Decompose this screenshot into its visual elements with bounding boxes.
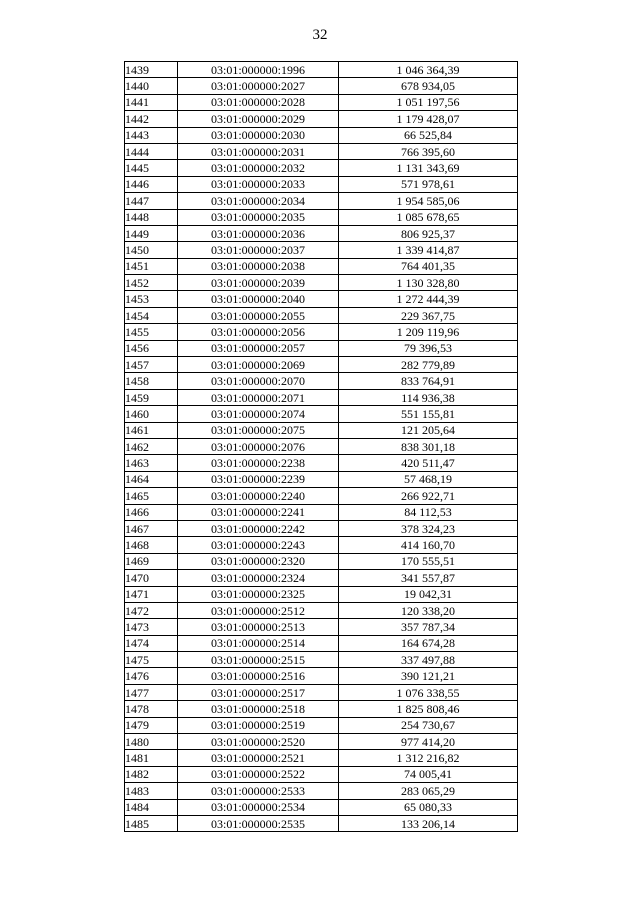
value-cell: 1 051 197,56 <box>339 94 518 110</box>
cadastral-number-cell: 03:01:000000:2075 <box>178 422 339 438</box>
table-row <box>125 783 518 799</box>
row-number-cell: 1464 <box>125 471 178 487</box>
table-row <box>125 258 518 274</box>
row-number-cell: 1481 <box>125 750 178 766</box>
data-table <box>124 61 518 832</box>
cadastral-number-cell: 03:01:000000:2516 <box>178 668 339 684</box>
cadastral-number-cell: 03:01:000000:2518 <box>178 701 339 717</box>
cadastral-number-cell: 03:01:000000:2033 <box>178 176 339 192</box>
row-number-cell: 1454 <box>125 307 178 323</box>
row-number-cell: 1478 <box>125 701 178 717</box>
row-number-cell: 1472 <box>125 602 178 618</box>
row-number-cell: 1452 <box>125 275 178 291</box>
value-cell: 120 338,20 <box>339 602 518 618</box>
value-cell: 229 367,75 <box>339 307 518 323</box>
row-number-cell: 1453 <box>125 291 178 307</box>
row-number-cell: 1460 <box>125 406 178 422</box>
table-row <box>125 209 518 225</box>
row-number-cell: 1471 <box>125 586 178 602</box>
cadastral-number-cell: 03:01:000000:2027 <box>178 78 339 94</box>
cadastral-number-cell: 03:01:000000:2035 <box>178 209 339 225</box>
value-cell: 266 922,71 <box>339 488 518 504</box>
row-number-cell: 1468 <box>125 537 178 553</box>
page-number: 32 <box>312 27 328 43</box>
value-cell: 390 121,21 <box>339 668 518 684</box>
cadastral-number-cell: 03:01:000000:2030 <box>178 127 339 143</box>
row-number-cell: 1441 <box>125 94 178 110</box>
row-number-cell: 1443 <box>125 127 178 143</box>
row-number-cell: 1463 <box>125 455 178 471</box>
table-row <box>125 422 518 438</box>
cadastral-number-cell: 03:01:000000:2056 <box>178 324 339 340</box>
table-row <box>125 406 518 422</box>
cadastral-number-cell: 03:01:000000:2071 <box>178 389 339 405</box>
row-number-cell: 1466 <box>125 504 178 520</box>
table-row <box>125 193 518 209</box>
table-row <box>125 94 518 110</box>
cadastral-number-cell: 03:01:000000:2076 <box>178 438 339 454</box>
cadastral-number-cell: 03:01:000000:2519 <box>178 717 339 733</box>
table-row <box>125 520 518 536</box>
row-number-cell: 1474 <box>125 635 178 651</box>
value-cell: 74 005,41 <box>339 766 518 782</box>
value-cell: 84 112,53 <box>339 504 518 520</box>
table-row <box>125 111 518 127</box>
table-row <box>125 553 518 569</box>
row-number-cell: 1482 <box>125 766 178 782</box>
table-row <box>125 275 518 291</box>
cadastral-number-cell: 03:01:000000:1996 <box>178 62 339 78</box>
table-body <box>125 62 518 832</box>
table-row <box>125 586 518 602</box>
cadastral-number-cell: 03:01:000000:2038 <box>178 258 339 274</box>
value-cell: 838 301,18 <box>339 438 518 454</box>
value-cell: 1 085 678,65 <box>339 209 518 225</box>
table-row <box>125 160 518 176</box>
value-cell: 79 396,53 <box>339 340 518 356</box>
table-row <box>125 357 518 373</box>
row-number-cell: 1446 <box>125 176 178 192</box>
value-cell: 977 414,20 <box>339 734 518 750</box>
row-number-cell: 1455 <box>125 324 178 340</box>
table-row <box>125 242 518 258</box>
row-number-cell: 1439 <box>125 62 178 78</box>
value-cell: 1 076 338,55 <box>339 684 518 700</box>
table-row <box>125 307 518 323</box>
value-cell: 1 130 328,80 <box>339 275 518 291</box>
table-row <box>125 750 518 766</box>
table-row <box>125 570 518 586</box>
value-cell: 420 511,47 <box>339 455 518 471</box>
cadastral-number-cell: 03:01:000000:2533 <box>178 783 339 799</box>
cadastral-number-cell: 03:01:000000:2534 <box>178 799 339 815</box>
table-row <box>125 619 518 635</box>
cadastral-number-cell: 03:01:000000:2036 <box>178 225 339 241</box>
table-row <box>125 143 518 159</box>
row-number-cell: 1457 <box>125 357 178 373</box>
cadastral-number-cell: 03:01:000000:2240 <box>178 488 339 504</box>
value-cell: 341 557,87 <box>339 570 518 586</box>
table-row <box>125 62 518 78</box>
table-row <box>125 799 518 815</box>
table-row <box>125 668 518 684</box>
cadastral-number-cell: 03:01:000000:2039 <box>178 275 339 291</box>
value-cell: 1 209 119,96 <box>339 324 518 340</box>
row-number-cell: 1476 <box>125 668 178 684</box>
value-cell: 1 131 343,69 <box>339 160 518 176</box>
row-number-cell: 1461 <box>125 422 178 438</box>
value-cell: 282 779,89 <box>339 357 518 373</box>
cadastral-number-cell: 03:01:000000:2514 <box>178 635 339 651</box>
row-number-cell: 1467 <box>125 520 178 536</box>
value-cell: 1 825 808,46 <box>339 701 518 717</box>
value-cell: 121 205,64 <box>339 422 518 438</box>
table-row <box>125 438 518 454</box>
row-number-cell: 1451 <box>125 258 178 274</box>
cadastral-number-cell: 03:01:000000:2520 <box>178 734 339 750</box>
table-row <box>125 471 518 487</box>
cadastral-number-cell: 03:01:000000:2029 <box>178 111 339 127</box>
value-cell: 806 925,37 <box>339 225 518 241</box>
table-row <box>125 127 518 143</box>
value-cell: 66 525,84 <box>339 127 518 143</box>
table-row <box>125 701 518 717</box>
cadastral-number-cell: 03:01:000000:2325 <box>178 586 339 602</box>
cadastral-number-cell: 03:01:000000:2074 <box>178 406 339 422</box>
row-number-cell: 1473 <box>125 619 178 635</box>
row-number-cell: 1483 <box>125 783 178 799</box>
row-number-cell: 1447 <box>125 193 178 209</box>
table-row <box>125 684 518 700</box>
row-number-cell: 1442 <box>125 111 178 127</box>
row-number-cell: 1484 <box>125 799 178 815</box>
value-cell: 114 936,38 <box>339 389 518 405</box>
table-row <box>125 78 518 94</box>
value-cell: 57 468,19 <box>339 471 518 487</box>
cadastral-number-cell: 03:01:000000:2535 <box>178 815 339 831</box>
value-cell: 378 324,23 <box>339 520 518 536</box>
value-cell: 337 497,88 <box>339 652 518 668</box>
value-cell: 551 155,81 <box>339 406 518 422</box>
row-number-cell: 1456 <box>125 340 178 356</box>
cadastral-number-cell: 03:01:000000:2055 <box>178 307 339 323</box>
value-cell: 283 065,29 <box>339 783 518 799</box>
table-row <box>125 176 518 192</box>
value-cell: 357 787,34 <box>339 619 518 635</box>
value-cell: 571 978,61 <box>339 176 518 192</box>
cadastral-number-cell: 03:01:000000:2031 <box>178 143 339 159</box>
cadastral-number-cell: 03:01:000000:2034 <box>178 193 339 209</box>
value-cell: 1 046 364,39 <box>339 62 518 78</box>
row-number-cell: 1449 <box>125 225 178 241</box>
table-row <box>125 504 518 520</box>
value-cell: 766 395,60 <box>339 143 518 159</box>
row-number-cell: 1448 <box>125 209 178 225</box>
row-number-cell: 1445 <box>125 160 178 176</box>
row-number-cell: 1479 <box>125 717 178 733</box>
cadastral-number-cell: 03:01:000000:2028 <box>178 94 339 110</box>
row-number-cell: 1469 <box>125 553 178 569</box>
cadastral-number-cell: 03:01:000000:2032 <box>178 160 339 176</box>
table-row <box>125 389 518 405</box>
value-cell: 65 080,33 <box>339 799 518 815</box>
cadastral-number-cell: 03:01:000000:2241 <box>178 504 339 520</box>
row-number-cell: 1462 <box>125 438 178 454</box>
row-number-cell: 1480 <box>125 734 178 750</box>
table-row <box>125 537 518 553</box>
cadastral-number-cell: 03:01:000000:2242 <box>178 520 339 536</box>
value-cell: 164 674,28 <box>339 635 518 651</box>
row-number-cell: 1465 <box>125 488 178 504</box>
table-row <box>125 652 518 668</box>
cadastral-number-cell: 03:01:000000:2522 <box>178 766 339 782</box>
table-row <box>125 455 518 471</box>
table-row <box>125 340 518 356</box>
row-number-cell: 1444 <box>125 143 178 159</box>
value-cell: 1 339 414,87 <box>339 242 518 258</box>
table-row <box>125 717 518 733</box>
value-cell: 19 042,31 <box>339 586 518 602</box>
table-row <box>125 815 518 831</box>
value-cell: 1 272 444,39 <box>339 291 518 307</box>
table-row <box>125 488 518 504</box>
cadastral-number-cell: 03:01:000000:2040 <box>178 291 339 307</box>
value-cell: 833 764,91 <box>339 373 518 389</box>
cadastral-number-cell: 03:01:000000:2521 <box>178 750 339 766</box>
value-cell: 678 934,05 <box>339 78 518 94</box>
row-number-cell: 1477 <box>125 684 178 700</box>
value-cell: 414 160,70 <box>339 537 518 553</box>
table-row <box>125 373 518 389</box>
row-number-cell: 1440 <box>125 78 178 94</box>
row-number-cell: 1458 <box>125 373 178 389</box>
cadastral-number-cell: 03:01:000000:2243 <box>178 537 339 553</box>
cadastral-number-cell: 03:01:000000:2238 <box>178 455 339 471</box>
value-cell: 254 730,67 <box>339 717 518 733</box>
value-cell: 170 555,51 <box>339 553 518 569</box>
table-row <box>125 324 518 340</box>
table-row <box>125 602 518 618</box>
cadastral-number-cell: 03:01:000000:2515 <box>178 652 339 668</box>
table-row <box>125 291 518 307</box>
row-number-cell: 1485 <box>125 815 178 831</box>
cadastral-number-cell: 03:01:000000:2513 <box>178 619 339 635</box>
cadastral-number-cell: 03:01:000000:2512 <box>178 602 339 618</box>
row-number-cell: 1450 <box>125 242 178 258</box>
row-number-cell: 1470 <box>125 570 178 586</box>
cadastral-number-cell: 03:01:000000:2239 <box>178 471 339 487</box>
row-number-cell: 1475 <box>125 652 178 668</box>
table-row <box>125 766 518 782</box>
cadastral-number-cell: 03:01:000000:2069 <box>178 357 339 373</box>
value-cell: 1 179 428,07 <box>339 111 518 127</box>
cadastral-number-cell: 03:01:000000:2324 <box>178 570 339 586</box>
table-row <box>125 635 518 651</box>
cadastral-number-cell: 03:01:000000:2517 <box>178 684 339 700</box>
value-cell: 764 401,35 <box>339 258 518 274</box>
cadastral-number-cell: 03:01:000000:2037 <box>178 242 339 258</box>
table-row <box>125 225 518 241</box>
value-cell: 1 312 216,82 <box>339 750 518 766</box>
cadastral-number-cell: 03:01:000000:2070 <box>178 373 339 389</box>
cadastral-number-cell: 03:01:000000:2057 <box>178 340 339 356</box>
value-cell: 1 954 585,06 <box>339 193 518 209</box>
value-cell: 133 206,14 <box>339 815 518 831</box>
table-row <box>125 734 518 750</box>
row-number-cell: 1459 <box>125 389 178 405</box>
cadastral-number-cell: 03:01:000000:2320 <box>178 553 339 569</box>
